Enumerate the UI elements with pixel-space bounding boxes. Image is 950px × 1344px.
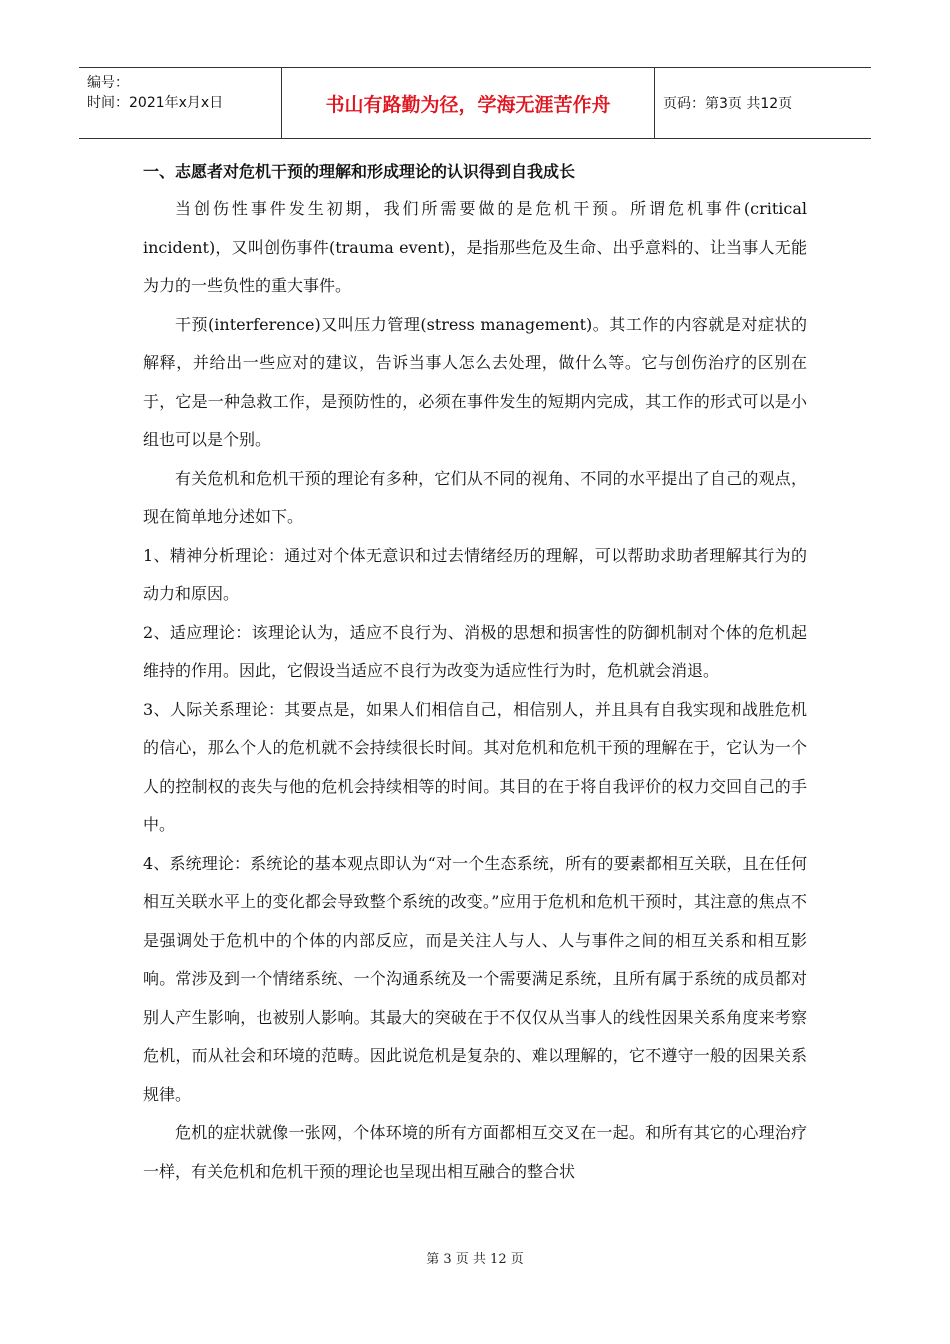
section-heading: 一、志愿者对危机干预的理解和形成理论的认识得到自我成长 xyxy=(143,162,576,181)
serial-label: 编号： xyxy=(87,75,129,91)
paragraph-interpersonal: 3、人际关系理论：其要点是，如果人们相信自己，相信别人，并且具有自我实现和战胜危机的信心，那么个人的危机就不会持续很长时间。其对危机和危机干预的理解在于，它认为一个人的控制权的丧失与他的危机会持续相等的时间。其目的在于将自我评价的权力交回自己的手中。 xyxy=(143,699,807,834)
page-header xyxy=(79,67,871,139)
header-page-info: 页码：第3页 共12页 xyxy=(663,96,793,112)
paragraph-symptoms: 危机的症状就像一张网，个体环境的所有方面都相互交叉在一起。和所有其它的心理治疗一样，有关危机和危机干预的理论也呈现出相互融合的整合状 xyxy=(143,1123,807,1181)
header-meta-cell xyxy=(79,68,282,138)
paragraph-crisis-intro: 当创伤性事件发生初期，我们所需要做的是危机干预。所谓危机事件(critical incident)，又叫创伤事件(trauma event)，是指那些危及生命、出乎意料的、让当事人无能为力的一些负性的重大事件。 xyxy=(143,199,807,295)
paragraph-intervention: 干预(interference)又叫压力管理(stress management)。其工作的内容就是对症状的解释，并给出一些应对的建议，告诉当事人怎么去处理，做什么等。它与创伤治疗的区别在于，它是一种急救工作，是预防性的，必须在事件发生的短期内完成，其工作的形式可以是小组也可以是个别。 xyxy=(143,314,807,449)
paragraph-psychoanalytic: 1、精神分析理论：通过对个体无意识和过去情绪经历的理解，可以帮助求助者理解其行为的动力和原因。 xyxy=(143,545,807,603)
paragraph-adaptation: 2、适应理论：该理论认为，适应不良行为、消极的思想和损害性的防御机制对个体的危机起维持的作用。因此，它假设当适应不良行为改变为适应性行为时，危机就会消退。 xyxy=(143,622,807,680)
header-motto: 书山有路勤为径，学海无涯苦作舟 xyxy=(282,68,655,138)
paragraph-systems: 4、系统理论：系统论的基本观点即认为“对一个生态系统，所有的要素都相互关联，且在任何相互关联水平上的变化都会导致整个系统的改变。”应用于危机和危机干预时，其注意的焦点不是强调处于危机中的个体的内部反应，而是关注人与人、人与事件之间的相互关系和相互影响。常涉及到一个情绪系统、一个沟通系统及一个需要满足系统，且所有属于系统的成员都对别人产生影响，也被别人影响。其最大的突破在于不仅仅从当事人的线性因果关系角度来考察危机，而从社会和环境的范畴。因此说危机是复杂的、难以理解的，它不遵守一般的因果关系规律。 xyxy=(143,853,807,1104)
date-line: 时间：2021年x月x日 xyxy=(87,95,224,111)
paragraph-theories-intro: 有关危机和危机干预的理论有多种，它们从不同的视角、不同的水平提出了自己的观点，现在简单地分述如下。 xyxy=(143,468,807,526)
document-body xyxy=(143,154,807,1191)
page-footer: 第 3 页 共 12 页 xyxy=(426,1252,524,1267)
